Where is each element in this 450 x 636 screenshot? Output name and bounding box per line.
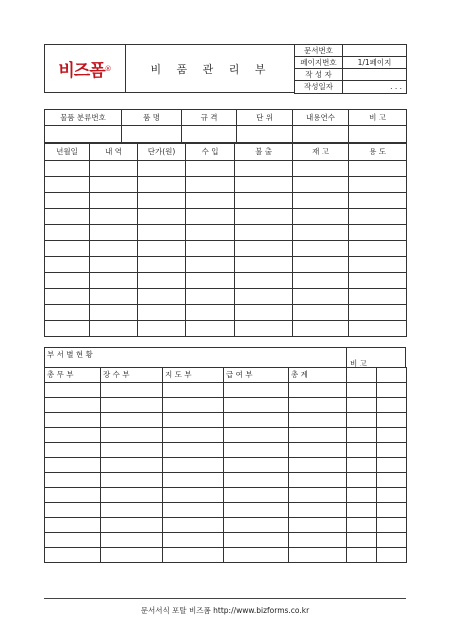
ledger-row xyxy=(45,209,407,225)
ledger-cell[interactable] xyxy=(45,289,90,305)
ledger-cell[interactable] xyxy=(138,161,186,177)
item-spec-header: 규 격 xyxy=(182,110,237,126)
dept-cell[interactable] xyxy=(377,548,407,563)
dept-remarks-label: 비 고 xyxy=(350,359,367,368)
ledger-cell[interactable] xyxy=(235,257,293,273)
dept-payroll-header: 급 여 부 xyxy=(224,368,289,383)
dept-cell[interactable] xyxy=(377,488,407,503)
ledger-cell[interactable] xyxy=(349,225,407,241)
ledger-cell[interactable] xyxy=(90,177,138,193)
item-remarks-cell[interactable] xyxy=(349,126,407,143)
ledger-cell[interactable] xyxy=(186,289,235,305)
author-label: 작 성 자 xyxy=(295,69,343,81)
dept-cell[interactable] xyxy=(45,458,101,473)
dept-cell[interactable] xyxy=(224,548,289,563)
dept-cell[interactable] xyxy=(224,533,289,548)
ledger-body xyxy=(45,161,407,337)
item-unit-header: 단 위 xyxy=(237,110,293,126)
ledger-row xyxy=(45,289,407,305)
dept-cell[interactable] xyxy=(163,548,224,563)
dept-cell[interactable] xyxy=(45,503,101,518)
dept-cell[interactable] xyxy=(377,533,407,548)
ledger-cell[interactable] xyxy=(45,241,90,257)
item-spec-cell[interactable] xyxy=(182,126,237,143)
dept-cell[interactable] xyxy=(101,548,163,563)
dept-cell[interactable] xyxy=(347,413,377,428)
item-name-header: 품 명 xyxy=(122,110,182,126)
doc-no-label: 문서번호 xyxy=(295,45,343,57)
dept-cell[interactable] xyxy=(163,398,224,413)
ledger-cell[interactable] xyxy=(186,241,235,257)
item-info-table xyxy=(44,109,407,143)
dept-cell[interactable] xyxy=(224,428,289,443)
ledger-cell[interactable] xyxy=(90,209,138,225)
ledger-cell[interactable] xyxy=(186,225,235,241)
ledger-cell[interactable] xyxy=(293,305,349,321)
footer-text: 문서서식 포탈 비즈폼 http://www.bizforms.co.kr xyxy=(140,606,310,615)
ledger-cell[interactable] xyxy=(90,305,138,321)
dept-cell[interactable] xyxy=(101,503,163,518)
dept-row xyxy=(45,428,407,443)
ledger-row xyxy=(45,273,407,289)
dept-cell[interactable] xyxy=(101,428,163,443)
dept-cell[interactable] xyxy=(347,458,377,473)
ledger-cell[interactable] xyxy=(138,209,186,225)
dept-cell[interactable] xyxy=(45,383,101,398)
ledger-cell[interactable] xyxy=(293,193,349,209)
dept-cell[interactable] xyxy=(163,458,224,473)
dept-cell[interactable] xyxy=(163,473,224,488)
ledger-cell[interactable] xyxy=(235,305,293,321)
item-name-cell[interactable] xyxy=(122,126,182,143)
page-no-value: 1/1페이지 xyxy=(343,57,407,69)
dept-cell[interactable] xyxy=(347,488,377,503)
dept-cell[interactable] xyxy=(289,533,347,548)
dept-remarks-col-b xyxy=(377,368,407,383)
dept-cell[interactable] xyxy=(377,503,407,518)
dept-cell[interactable] xyxy=(45,413,101,428)
item-lifespan-cell[interactable] xyxy=(293,126,349,143)
dept-cell[interactable] xyxy=(101,473,163,488)
dept-cell[interactable] xyxy=(289,443,347,458)
dept-cell[interactable] xyxy=(289,518,347,533)
page-no-label: 페이지번호 xyxy=(295,57,343,69)
ledger-cell[interactable] xyxy=(138,273,186,289)
ledger-cell[interactable] xyxy=(349,241,407,257)
ledger-cell[interactable] xyxy=(138,321,186,337)
ledger-cell[interactable] xyxy=(186,161,235,177)
dept-row xyxy=(45,458,407,473)
dept-cell[interactable] xyxy=(224,488,289,503)
ledger-cell[interactable] xyxy=(138,177,186,193)
dept-cell[interactable] xyxy=(45,518,101,533)
dept-cell[interactable] xyxy=(45,443,101,458)
ledger-cell[interactable] xyxy=(90,289,138,305)
ledger-cell[interactable] xyxy=(186,209,235,225)
dept-cell[interactable] xyxy=(163,533,224,548)
ledger-cell[interactable] xyxy=(293,209,349,225)
ledger-row xyxy=(45,177,407,193)
dept-cell[interactable] xyxy=(377,458,407,473)
ledger-cell[interactable] xyxy=(45,273,90,289)
dept-row xyxy=(45,503,407,518)
ledger-cell[interactable] xyxy=(349,289,407,305)
author-value[interactable] xyxy=(343,69,407,81)
ledger-cell[interactable] xyxy=(45,161,90,177)
ledger-issued-header: 불 출 xyxy=(235,144,293,161)
ledger-cell[interactable] xyxy=(45,225,90,241)
ledger-cell[interactable] xyxy=(349,177,407,193)
dept-cell[interactable] xyxy=(101,533,163,548)
dept-cell[interactable] xyxy=(163,428,224,443)
dept-row xyxy=(45,383,407,398)
dept-cell[interactable] xyxy=(45,533,101,548)
dept-cell[interactable] xyxy=(289,503,347,518)
ledger-cell[interactable] xyxy=(235,273,293,289)
dept-cell[interactable] xyxy=(347,473,377,488)
ledger-cell[interactable] xyxy=(349,193,407,209)
dept-guidance-header: 지 도 부 xyxy=(163,368,224,383)
dept-cell[interactable] xyxy=(347,398,377,413)
dept-cell[interactable] xyxy=(224,413,289,428)
dept-cell[interactable] xyxy=(377,398,407,413)
ledger-row xyxy=(45,161,407,177)
dept-cell[interactable] xyxy=(101,383,163,398)
ledger-cell[interactable] xyxy=(186,321,235,337)
dept-cell[interactable] xyxy=(45,428,101,443)
dept-cell[interactable] xyxy=(289,428,347,443)
dept-supply-header: 장 수 부 xyxy=(101,368,163,383)
dept-remarks-col-a xyxy=(347,368,377,383)
item-lifespan-header: 내용연수 xyxy=(293,110,349,126)
ledger-cell[interactable] xyxy=(349,257,407,273)
dept-cell[interactable] xyxy=(347,443,377,458)
ledger-cell[interactable] xyxy=(293,257,349,273)
ledger-cell[interactable] xyxy=(293,321,349,337)
dept-table xyxy=(44,367,407,563)
ledger-cell[interactable] xyxy=(45,193,90,209)
dept-cell[interactable] xyxy=(224,518,289,533)
dept-cell[interactable] xyxy=(377,383,407,398)
ledger-cell[interactable] xyxy=(235,321,293,337)
dept-cell[interactable] xyxy=(224,458,289,473)
dept-cell[interactable] xyxy=(101,488,163,503)
ledger-cell[interactable] xyxy=(235,241,293,257)
ledger-cell[interactable] xyxy=(138,289,186,305)
ledger-cell[interactable] xyxy=(349,305,407,321)
ledger-detail-header: 내 역 xyxy=(90,144,138,161)
ledger-cell[interactable] xyxy=(349,161,407,177)
ledger-stock-header: 재 고 xyxy=(293,144,349,161)
ledger-cell[interactable] xyxy=(90,241,138,257)
ledger-row xyxy=(45,193,407,209)
ledger-cell[interactable] xyxy=(186,305,235,321)
dept-cell[interactable] xyxy=(347,503,377,518)
ledger-cell[interactable] xyxy=(90,321,138,337)
doc-no-value[interactable] xyxy=(343,45,407,57)
ledger-cell[interactable] xyxy=(138,241,186,257)
dept-row xyxy=(45,413,407,428)
dept-row xyxy=(45,548,407,563)
logo-text: 비즈폼 xyxy=(58,61,105,81)
date-value[interactable]: . . . xyxy=(343,81,407,94)
ledger-row xyxy=(45,257,407,273)
ledger-cell[interactable] xyxy=(45,305,90,321)
ledger-row xyxy=(45,241,407,257)
ledger-cell[interactable] xyxy=(235,289,293,305)
dept-cell[interactable] xyxy=(347,533,377,548)
ledger-cell[interactable] xyxy=(293,289,349,305)
ledger-cell[interactable] xyxy=(293,273,349,289)
ledger-cell[interactable] xyxy=(138,305,186,321)
dept-cell[interactable] xyxy=(101,413,163,428)
dept-cell[interactable] xyxy=(224,503,289,518)
ledger-purpose-header: 용 도 xyxy=(349,144,407,161)
ledger-cell[interactable] xyxy=(235,161,293,177)
ledger-cell[interactable] xyxy=(186,273,235,289)
dept-body xyxy=(45,383,407,563)
ledger-cell[interactable] xyxy=(293,161,349,177)
item-category-no-cell[interactable] xyxy=(45,126,122,143)
ledger-received-header: 수 입 xyxy=(186,144,235,161)
dept-cell[interactable] xyxy=(377,443,407,458)
dept-cell[interactable] xyxy=(289,398,347,413)
ledger-cell[interactable] xyxy=(349,209,407,225)
dept-cell[interactable] xyxy=(163,488,224,503)
dept-cell[interactable] xyxy=(163,443,224,458)
dept-cell[interactable] xyxy=(45,488,101,503)
dept-row xyxy=(45,488,407,503)
item-unit-cell[interactable] xyxy=(237,126,293,143)
ledger-row xyxy=(45,321,407,337)
item-category-no-header: 물품 분류번호 xyxy=(45,110,122,126)
ledger-cell[interactable] xyxy=(45,257,90,273)
dept-total-header: 총 계 xyxy=(289,368,347,383)
ledger-cell[interactable] xyxy=(186,193,235,209)
dept-cell[interactable] xyxy=(289,473,347,488)
ledger-cell[interactable] xyxy=(235,225,293,241)
dept-section-title: 부 서 별 현 황 xyxy=(47,350,93,359)
dept-cell[interactable] xyxy=(289,413,347,428)
date-label: 작성일자 xyxy=(295,81,343,94)
dept-cell[interactable] xyxy=(289,458,347,473)
ledger-cell[interactable] xyxy=(90,273,138,289)
dept-cell[interactable] xyxy=(163,383,224,398)
dept-cell[interactable] xyxy=(101,443,163,458)
ledger-cell[interactable] xyxy=(138,193,186,209)
dept-cell[interactable] xyxy=(163,413,224,428)
dept-cell[interactable] xyxy=(45,473,101,488)
dept-row xyxy=(45,443,407,458)
dept-cell[interactable] xyxy=(224,443,289,458)
dept-cell[interactable] xyxy=(377,473,407,488)
document-title: 비 품 관 리 부 xyxy=(150,62,272,76)
ledger-cell[interactable] xyxy=(349,273,407,289)
ledger-unit-price-header: 단가(원) xyxy=(138,144,186,161)
dept-cell[interactable] xyxy=(289,488,347,503)
bizforms-logo xyxy=(44,44,126,93)
dept-cell[interactable] xyxy=(163,518,224,533)
ledger-cell[interactable] xyxy=(349,321,407,337)
dept-cell[interactable] xyxy=(101,458,163,473)
ledger-cell[interactable] xyxy=(293,177,349,193)
doc-info-table xyxy=(294,44,407,94)
dept-cell[interactable] xyxy=(45,548,101,563)
dept-cell[interactable] xyxy=(45,398,101,413)
ledger-cell[interactable] xyxy=(90,193,138,209)
ledger-cell[interactable] xyxy=(186,257,235,273)
ledger-row xyxy=(45,305,407,321)
ledger-row xyxy=(45,225,407,241)
ledger-table xyxy=(44,143,407,337)
dept-cell[interactable] xyxy=(347,548,377,563)
ledger-cell[interactable] xyxy=(235,193,293,209)
dept-cell[interactable] xyxy=(289,548,347,563)
ledger-cell[interactable] xyxy=(45,177,90,193)
ledger-cell[interactable] xyxy=(138,257,186,273)
ledger-cell[interactable] xyxy=(90,161,138,177)
ledger-cell[interactable] xyxy=(186,177,235,193)
dept-cell[interactable] xyxy=(101,518,163,533)
item-info-row xyxy=(45,126,407,143)
dept-row xyxy=(45,473,407,488)
dept-cell[interactable] xyxy=(101,398,163,413)
dept-cell[interactable] xyxy=(347,428,377,443)
ledger-cell[interactable] xyxy=(235,209,293,225)
dept-cell[interactable] xyxy=(224,398,289,413)
ledger-cell[interactable] xyxy=(293,225,349,241)
dept-row xyxy=(45,533,407,548)
ledger-cell[interactable] xyxy=(293,241,349,257)
ledger-cell[interactable] xyxy=(90,257,138,273)
dept-cell[interactable] xyxy=(289,383,347,398)
dept-cell[interactable] xyxy=(347,518,377,533)
ledger-cell[interactable] xyxy=(90,225,138,241)
footer-rule xyxy=(44,598,406,599)
dept-cell[interactable] xyxy=(163,503,224,518)
dept-row xyxy=(45,398,407,413)
ledger-cell[interactable] xyxy=(235,177,293,193)
dept-row xyxy=(45,518,407,533)
ledger-cell[interactable] xyxy=(45,321,90,337)
item-remarks-header: 비 고 xyxy=(349,110,407,126)
registered-mark: ® xyxy=(104,64,112,73)
ledger-cell[interactable] xyxy=(45,209,90,225)
dept-remarks-divider xyxy=(346,347,347,367)
dept-cell[interactable] xyxy=(377,428,407,443)
ledger-cell[interactable] xyxy=(138,225,186,241)
dept-general-affairs-header: 총 무 부 xyxy=(45,368,101,383)
dept-cell[interactable] xyxy=(224,473,289,488)
dept-cell[interactable] xyxy=(224,383,289,398)
dept-cell[interactable] xyxy=(377,413,407,428)
dept-cell[interactable] xyxy=(347,383,377,398)
dept-cell[interactable] xyxy=(377,518,407,533)
ledger-date-header: 년월일 xyxy=(45,144,90,161)
